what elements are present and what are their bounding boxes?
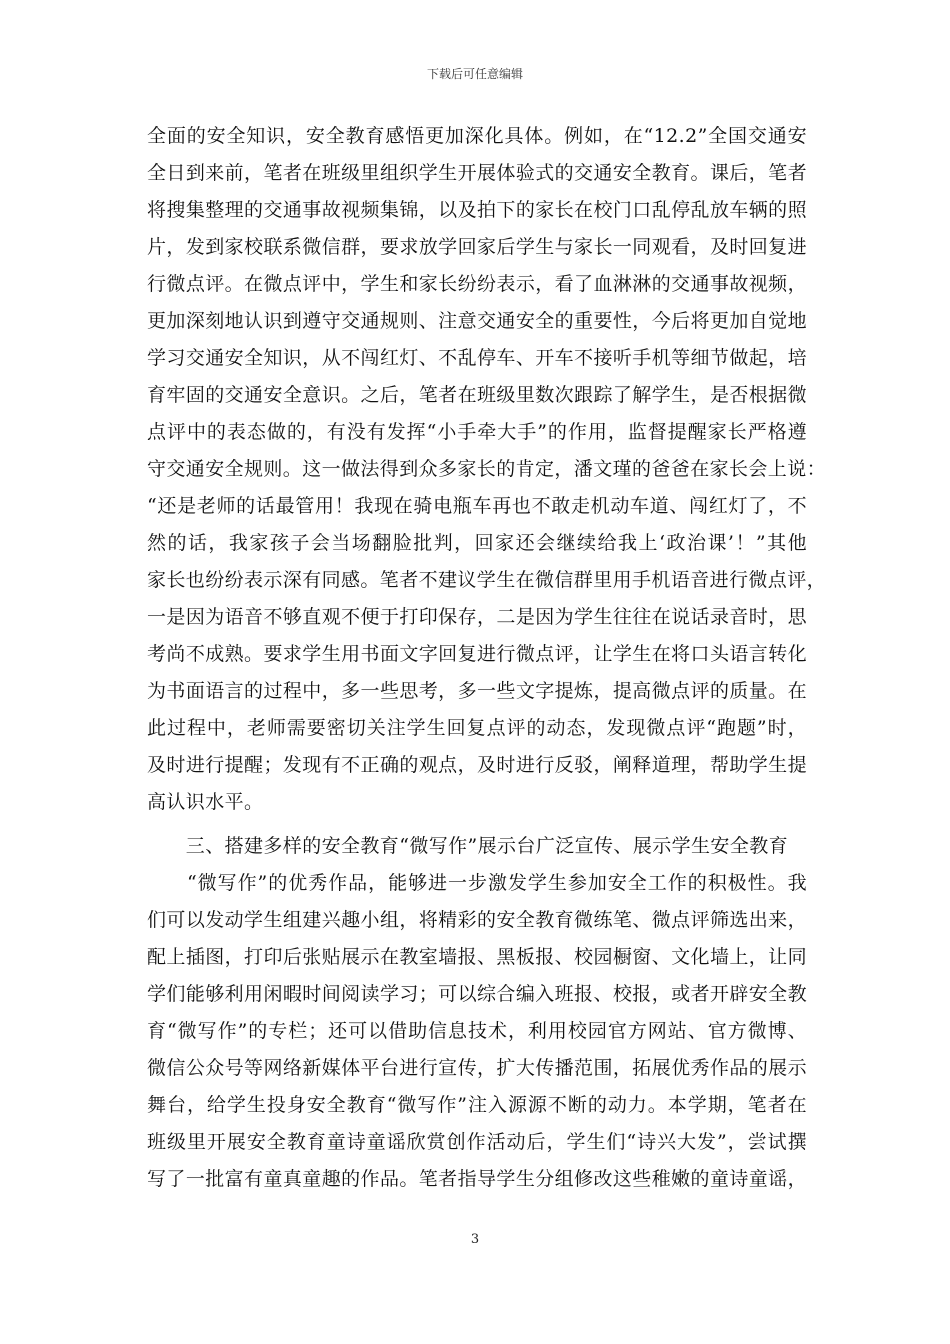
text-line: 育牢固的交通安全意识。之后，笔者在班级里数次跟踪了解学生，是否根据微 xyxy=(147,384,807,406)
text-line: 片，发到家校联系微信群，要求放学回家后学生与家长一同观看，及时回复进 xyxy=(147,236,807,258)
page-number: 3 xyxy=(470,1232,480,1247)
text-line: 然的话，我家孩子会当场翻脸批判，回家还会继续给我上‘政治课’！”其他 xyxy=(147,532,807,554)
text-line: 更加深刻地认识到遵守交通规则、注意交通安全的重要性，今后将更加自觉地 xyxy=(147,310,807,332)
text-line: 点评中的表态做的，有没有发挥“小手牵大手”的作用，监督提醒家长严格遵 xyxy=(147,421,807,443)
text-line: 及时进行提醒；发现有不正确的观点，及时进行反驳，阐释道理，帮助学生提 xyxy=(147,754,807,776)
text-line: 行微点评。在微点评中，学生和家长纷纷表示，看了血淋淋的交通事故视频， xyxy=(147,273,807,295)
text-line: 们可以发动学生组建兴趣小组，将精彩的安全教育微练笔、微点评筛选出来， xyxy=(147,909,807,931)
text-line: 此过程中，老师需要密切关注学生回复点评的动态，发现微点评“跑题”时， xyxy=(147,717,807,739)
text-line: “还是老师的话最管用！我现在骑电瓶车再也不敢走机动车道、闯红灯了，不 xyxy=(147,495,807,517)
text-line: 考尚不成熟。要求学生用书面文字回复进行微点评，让学生在将口头语言转化 xyxy=(147,643,807,665)
text-line: 班级里开展安全教育童诗童谣欣赏创作活动后，学生们“诗兴大发”，尝试撰 xyxy=(147,1131,807,1153)
text-line: 学们能够利用闲暇时间阅读学习；可以综合编入班报、校报，或者开辟安全教 xyxy=(147,983,807,1005)
text-line: 写了一批富有童真童趣的作品。笔者指导学生分组修改这些稚嫩的童诗童谣， xyxy=(147,1168,807,1190)
text-line: “微写作”的优秀作品，能够进一步激发学生参加安全工作的积极性。我 xyxy=(147,872,807,894)
text-line: 育“微写作”的专栏；还可以借助信息技术，利用校园官方网站、官方微博、 xyxy=(147,1020,807,1042)
page-header: 下载后可任意编辑 xyxy=(426,67,523,81)
text-line: 将搜集整理的交通事故视频集锦，以及拍下的家长在校门口乱停乱放车辆的照 xyxy=(147,199,807,221)
text-line: 为书面语言的过程中，多一些思考，多一些文字提炼，提高微点评的质量。在 xyxy=(147,680,807,702)
text-line: 一是因为语音不够直观不便于打印保存，二是因为学生往往在说话录音时，思 xyxy=(147,606,807,628)
text-line: 守交通安全规则。这一做法得到众多家长的肯定，潘文瑾的爸爸在家长会上说： xyxy=(147,458,827,480)
text-line: 微信公众号等网络新媒体平台进行宣传，扩大传播范围，拓展优秀作品的展示 xyxy=(147,1057,807,1079)
paragraph-gap xyxy=(147,821,807,828)
text-line: 全日到来前，笔者在班级里组织学生开展体验式的交通安全教育。课后，笔者 xyxy=(147,162,807,184)
text-line: 舞台，给学生投身安全教育“微写作”注入源源不断的动力。本学期，笔者在 xyxy=(147,1094,807,1116)
text-line: 学习交通安全知识，从不闯红灯、不乱停车、开车不接听手机等细节做起，培 xyxy=(147,347,807,369)
paragraph-last-line: 高认识水平。 xyxy=(147,791,264,813)
section-heading: 三、搭建多样的安全教育“微写作”展示台广泛宣传、展示学生安全教育 xyxy=(147,835,789,857)
text-line: 配上插图，打印后张贴展示在教室墙报、黑板报、校园橱窗、文化墙上，让同 xyxy=(147,946,807,968)
text-line: 家长也纷纷表示深有同感。笔者不建议学生在微信群里用手机语音进行微点评， xyxy=(147,569,827,591)
document-body xyxy=(147,118,827,1198)
text-line: 全面的安全知识，安全教育感悟更加深化具体。例如，在“12.2”全国交通安 xyxy=(147,125,807,147)
